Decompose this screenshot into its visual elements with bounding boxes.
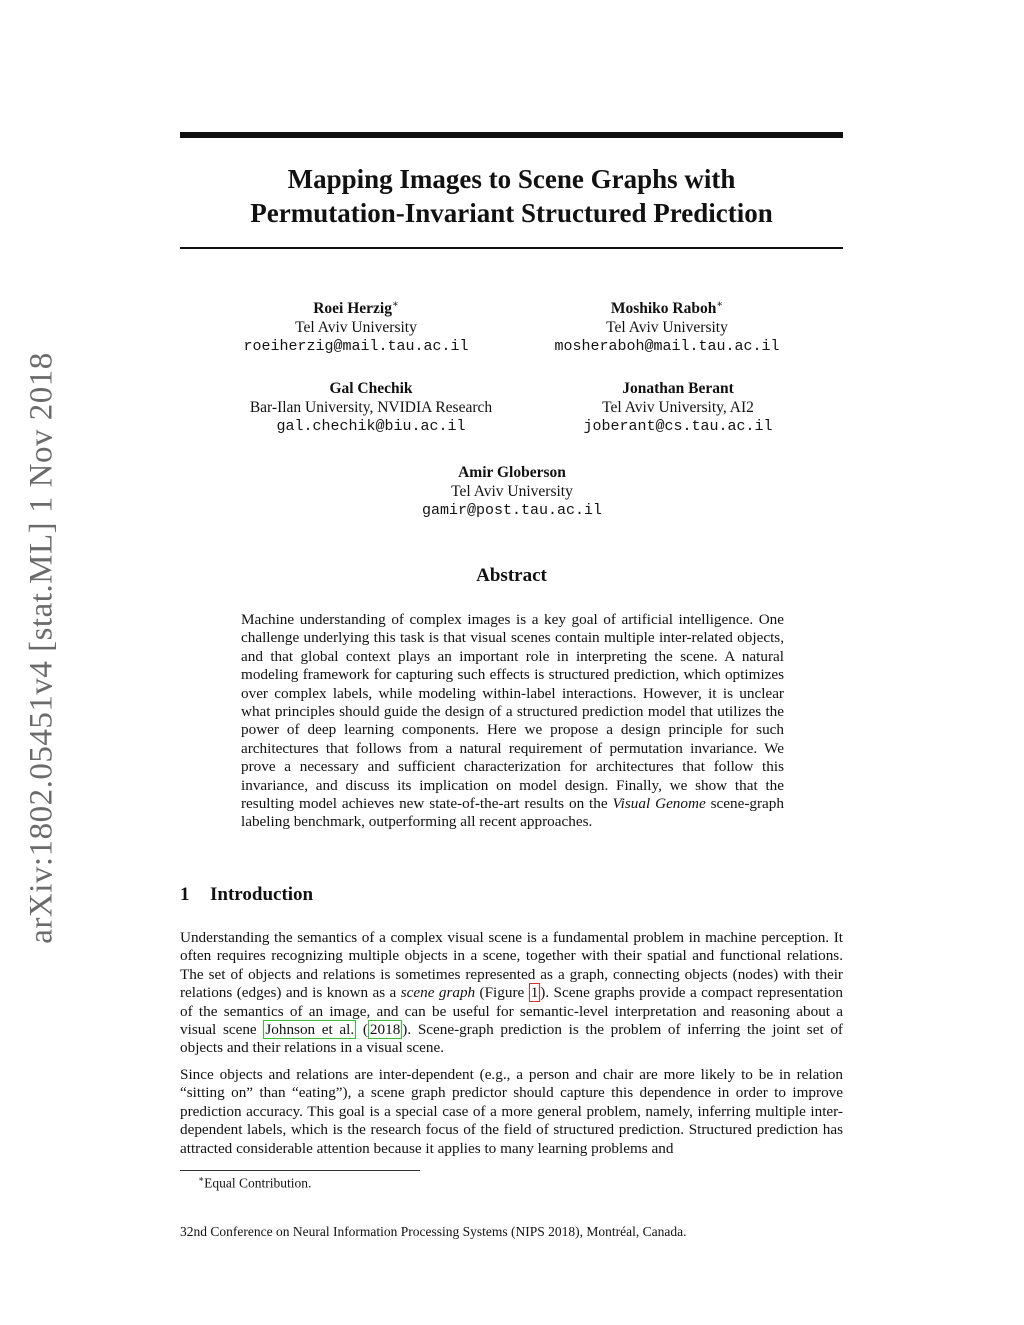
author-affiliation: Tel Aviv University — [451, 483, 573, 500]
section-heading-introduction — [180, 884, 313, 906]
arxiv-identifier: arXiv:1802.05451v4 [stat.ML] 1 Nov 2018 — [23, 352, 60, 944]
paragraph-text: ). Scene graphs provide a compact representation of the semantics of an image, and can be useful for semantic-level interpretation and reasoning about a visual scene — [180, 984, 843, 1039]
author-block-herzig — [191, 295, 521, 356]
footnote-text: Equal Contribution. — [204, 1175, 312, 1191]
abstract-text-part: scene-graph labeling benchmark, outperforming all recent approaches. — [241, 795, 784, 831]
conference-note: 32nd Conference on Neural Information Processing Systems (NIPS 2018), Montréal, Canada. — [180, 1224, 687, 1239]
equal-contribution-mark: ∗ — [716, 299, 724, 310]
author-email[interactable]: mosheraboh@mail.tau.ac.il — [554, 338, 780, 356]
author-block-chechik — [206, 379, 536, 436]
author-affiliation: Bar-Ilan University, NVIDIA Research — [249, 399, 493, 416]
intro-paragraph-2: Since objects and relations are inter-dependent (e.g., a person and chair are more likely to be in relation “sitting on” than “eating”), a scene graph predictor should capture this dependence in order to improve prediction accuracy. This goal is a special case of a more general problem, namely, inferring multiple inter-dependent labels, which is the research focus of the field of structured prediction. Structured prediction has attracted considerable attention because it applies to many learning problems and — [180, 1066, 843, 1157]
author-email[interactable]: gal.chechik@biu.ac.il — [276, 418, 466, 435]
title-line-1: Mapping Images to Scene Graphs with — [287, 164, 736, 194]
paragraph-text: ). Scene-graph prediction is the problem of inferring the joint set of objects and their relations in a visual scene. — [180, 1021, 843, 1057]
author-name: Moshiko Raboh — [610, 300, 717, 318]
footnote — [198, 1174, 311, 1192]
author-email[interactable]: roeiherzig@mail.tau.ac.il — [243, 338, 469, 356]
author-name: Amir Globerson — [458, 464, 566, 481]
figure-reference-link[interactable]: 1 — [530, 984, 539, 1002]
paper-title — [180, 162, 843, 230]
section-title: Introduction — [210, 884, 314, 905]
author-name: Jonathan Berant — [622, 380, 734, 397]
author-email[interactable]: gamir@post.tau.ac.il — [421, 502, 603, 519]
abstract-heading: Abstract — [476, 565, 547, 586]
author-block-raboh — [502, 295, 832, 356]
author-block-globerson — [347, 463, 677, 520]
abstract-dataset-name: Visual Genome — [612, 795, 706, 813]
paragraph-text: ( — [356, 1021, 368, 1039]
paragraph-text: (Figure — [475, 984, 529, 1002]
author-name: Roei Herzig — [313, 300, 392, 318]
author-block-berant — [513, 379, 843, 436]
author-name: Gal Chechik — [329, 380, 413, 397]
author-affiliation: Tel Aviv University — [295, 319, 417, 337]
footnote-mark: ∗ — [198, 1174, 205, 1184]
intro-paragraph-1 — [180, 929, 843, 1058]
title-top-rule — [180, 132, 843, 138]
paragraph-text: Understanding the semantics of a complex visual scene is a fundamental problem in machine perception. It often requires recognizing multiple objects in a scene, together with their spatial and functional relations. The set of objects and relations is sometimes represented as a graph, connecting objects (nodes) with their relations (edges) and is known as a — [180, 929, 843, 1002]
title-bottom-rule — [180, 247, 843, 249]
title-line-2: Permutation-Invariant Structured Prediction — [250, 198, 773, 228]
author-affiliation: Tel Aviv University, AI2 — [602, 399, 754, 416]
abstract-text-part: Machine understanding of complex images is a key goal of artificial intelligence. One challenge underlying this task is that visual scenes contain multiple inter-related objects, and that global context plays an important role in interpreting the scene. A natural modeling framework for capturing such effects is structured prediction, which optimizes over complex labels, while modeling within-label interactions. However, it is unclear what principles should guide the design of a structured prediction model that utilizes the power of deep learning components. Here we propose a design principle for such architectures that follows from a natural requirement of permutation invariance. We prove a necessary and sufficient characterization for architectures that follow this invariance, and discuss its implication on model design. Finally, we show that the resulting model achieves new state-of-the-art results on the — [241, 611, 784, 813]
citation-year-link[interactable]: 2018 — [369, 1021, 401, 1039]
footnote-rule — [180, 1170, 420, 1171]
abstract-text — [241, 611, 784, 832]
author-affiliation: Tel Aviv University — [606, 319, 728, 337]
emphasized-term: scene graph — [400, 984, 476, 1002]
author-email[interactable]: joberant@cs.tau.ac.il — [583, 418, 773, 435]
section-number: 1 — [180, 884, 190, 905]
citation-author-link[interactable]: Johnson et al. — [265, 1021, 355, 1039]
equal-contribution-mark: ∗ — [391, 299, 399, 310]
